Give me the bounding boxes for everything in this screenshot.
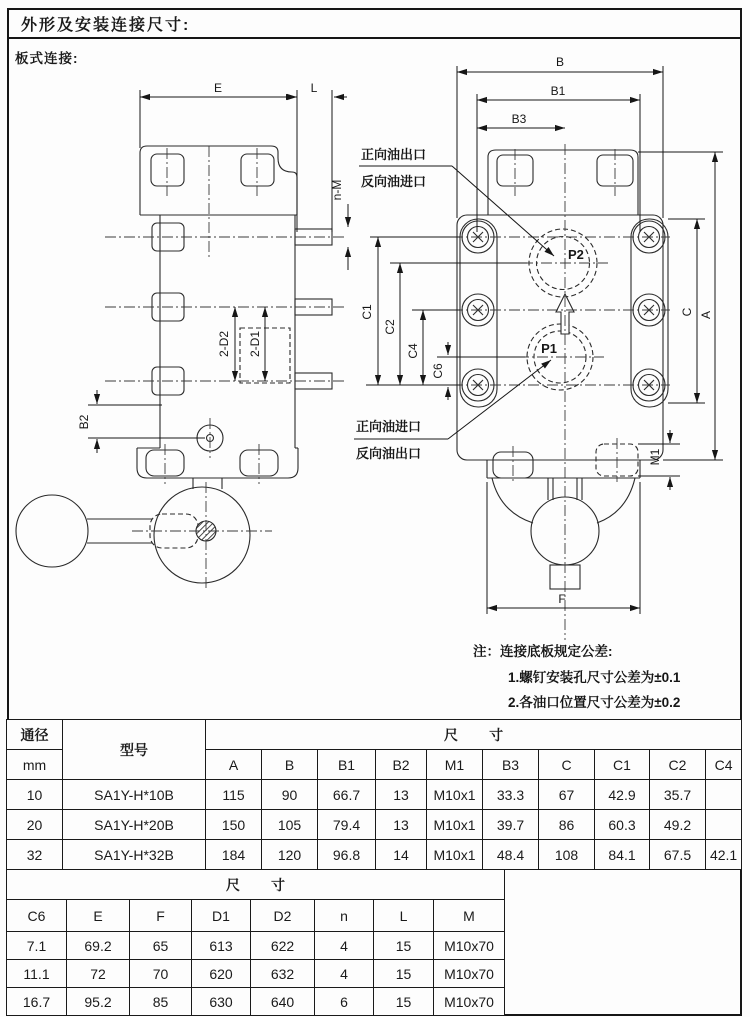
cell-B2: 13 <box>376 810 427 840</box>
dim-label-C2: C2 <box>383 319 397 335</box>
cell: 630 <box>192 988 251 1016</box>
port-note-reverse-out: 反向油出口 <box>356 446 422 461</box>
cell-C: 67 <box>539 780 595 810</box>
cell-C1: 60.3 <box>595 810 650 840</box>
cell-C: 108 <box>539 840 595 870</box>
cell-B1: 79.4 <box>318 810 376 840</box>
port-label-P2: P2 <box>568 247 584 262</box>
cell-C2: 67.5 <box>650 840 706 870</box>
col-header-L: L <box>374 900 434 932</box>
col-header-F: F <box>130 900 192 932</box>
cell-B: 90 <box>262 780 318 810</box>
cell-A: 115 <box>206 780 262 810</box>
dim-label-F: F <box>558 592 566 606</box>
cell-M1: M10x1 <box>427 840 483 870</box>
header-unit-mm: mm <box>7 750 63 780</box>
cell-dn: 10 <box>7 780 63 810</box>
cell: M10x70 <box>434 988 505 1016</box>
header-dimensions-span: 尺 寸 <box>206 720 742 750</box>
cell-M1: M10x1 <box>427 810 483 840</box>
dim-label-C4: C4 <box>406 343 420 359</box>
cell: 640 <box>251 988 315 1016</box>
table-row <box>7 960 505 988</box>
port-note-reverse-in: 反向油进口 <box>361 174 427 189</box>
cell-B3: 39.7 <box>483 810 539 840</box>
cell: M10x70 <box>434 932 505 960</box>
table-row <box>7 988 505 1016</box>
note-title: 注：连接底板规定公差: <box>473 644 613 659</box>
dim-label-C: C <box>680 307 694 317</box>
left-view-drawing <box>16 146 332 583</box>
port-note-forward-in: 正向油进口 <box>356 419 422 434</box>
col-header-A: A <box>206 750 262 780</box>
cell-C4: 42.1 <box>706 840 742 870</box>
header-model: 型号 <box>63 720 206 780</box>
handle-ball <box>16 495 88 567</box>
dim-label-B2: B2 <box>77 414 91 430</box>
col-header-n: n <box>315 900 374 932</box>
col-header-C4: C4 <box>706 750 742 780</box>
cell: 16.7 <box>7 988 67 1016</box>
cell: 15 <box>374 988 434 1016</box>
cell-B2: 14 <box>376 840 427 870</box>
header-diameter: 通径 <box>7 720 63 750</box>
cell: 11.1 <box>7 960 67 988</box>
cell-C: 86 <box>539 810 595 840</box>
cell: 85 <box>130 988 192 1016</box>
col-header-B: B <box>262 750 318 780</box>
cell-B: 105 <box>262 810 318 840</box>
dim-label-B1: B1 <box>550 84 566 98</box>
note-item-2: 2.各油口位置尺寸公差为±0.2 <box>508 695 681 710</box>
cell-model: SA1Y-H*32B <box>63 840 206 870</box>
cell-A: 150 <box>206 810 262 840</box>
col-header-C6: C6 <box>7 900 67 932</box>
main-dimensions-table <box>6 719 742 870</box>
cell: 6 <box>315 988 374 1016</box>
cell-B3: 48.4 <box>483 840 539 870</box>
right-valve-cap-outline <box>488 150 638 215</box>
cell: 4 <box>315 960 374 988</box>
table-row <box>7 780 742 810</box>
cell: 622 <box>251 932 315 960</box>
connection-type-label: 板式连接: <box>15 51 79 66</box>
cell: 4 <box>315 932 374 960</box>
cell-B2: 13 <box>376 780 427 810</box>
left-cap-lug <box>241 154 274 186</box>
cell: 70 <box>130 960 192 988</box>
dim-label-nM: n-M <box>330 179 344 201</box>
dim-label-C6: C6 <box>431 363 445 379</box>
cell-B1: 96.8 <box>318 840 376 870</box>
cell: 613 <box>192 932 251 960</box>
leader-to-P2 <box>452 166 554 256</box>
port-label-P1: P1 <box>541 341 557 356</box>
left-bracket-outline <box>137 448 298 478</box>
left-cap-lug <box>151 154 184 186</box>
header-dimensions-span: 尺 寸 <box>7 870 505 900</box>
cell-B: 120 <box>262 840 318 870</box>
title-bar <box>7 8 742 39</box>
cell: 95.2 <box>67 988 130 1016</box>
dim-label-E: E <box>213 81 223 95</box>
note-item-1: 1.螺钉安装孔尺寸公差为±0.1 <box>508 670 681 685</box>
cell: 69.2 <box>67 932 130 960</box>
cell-B1: 66.7 <box>318 780 376 810</box>
col-header-B2: B2 <box>376 750 427 780</box>
dim-label-C1: C1 <box>360 304 374 320</box>
col-header-B3: B3 <box>483 750 539 780</box>
cell: 7.1 <box>7 932 67 960</box>
table-row <box>7 810 742 840</box>
right-view-drawing <box>457 150 668 589</box>
col-header-C2: C2 <box>650 750 706 780</box>
col-header-M1: M1 <box>427 750 483 780</box>
dim-label-B3: B3 <box>511 112 527 126</box>
cell-C2: 35.7 <box>650 780 706 810</box>
col-header-D1: D1 <box>192 900 251 932</box>
cell-B3: 33.3 <box>483 780 539 810</box>
left-view-centerlines <box>105 146 345 588</box>
cell-C4 <box>706 780 742 810</box>
cell-C1: 42.9 <box>595 780 650 810</box>
right-view-centerlines <box>452 144 670 640</box>
col-header-E: E <box>67 900 130 932</box>
col-header-B1: B1 <box>318 750 376 780</box>
secondary-dimensions-table <box>6 869 505 1016</box>
dim-label-M1: M1 <box>648 448 662 466</box>
col-header-C: C <box>539 750 595 780</box>
cell: 620 <box>192 960 251 988</box>
dim-label-2D2: 2-D2 <box>217 330 231 358</box>
cell: 632 <box>251 960 315 988</box>
table-row <box>7 840 742 870</box>
cell: 72 <box>67 960 130 988</box>
dim-label-A: A <box>699 310 713 320</box>
left-view-dimensions <box>88 90 348 453</box>
mounting-plate <box>457 215 663 460</box>
cell-dn: 32 <box>7 840 63 870</box>
bracket-side <box>492 478 533 523</box>
cell-M1: M10x1 <box>427 780 483 810</box>
cell-dn: 20 <box>7 810 63 840</box>
cell-C2: 49.2 <box>650 810 706 840</box>
cell-A: 184 <box>206 840 262 870</box>
col-header-D2: D2 <box>251 900 315 932</box>
bracket-side <box>597 478 635 523</box>
cell-model: SA1Y-H*10B <box>63 780 206 810</box>
cell: 15 <box>374 960 434 988</box>
port-note-forward-out: 正向油出口 <box>361 147 427 162</box>
cell: 15 <box>374 932 434 960</box>
cell: 65 <box>130 932 192 960</box>
technical-drawing <box>0 40 750 715</box>
dim-label-2D1: 2-D1 <box>248 330 262 358</box>
dim-label-L: L <box>310 81 318 95</box>
table-row <box>7 932 505 960</box>
cell-model: SA1Y-H*20B <box>63 810 206 840</box>
cell-C1: 84.1 <box>595 840 650 870</box>
page-title: 外形及安装连接尺寸: <box>21 17 191 34</box>
col-header-M: M <box>434 900 505 932</box>
cell: M10x70 <box>434 960 505 988</box>
col-header-C1: C1 <box>595 750 650 780</box>
dim-label-B: B <box>555 55 565 69</box>
cell-C4 <box>706 810 742 840</box>
